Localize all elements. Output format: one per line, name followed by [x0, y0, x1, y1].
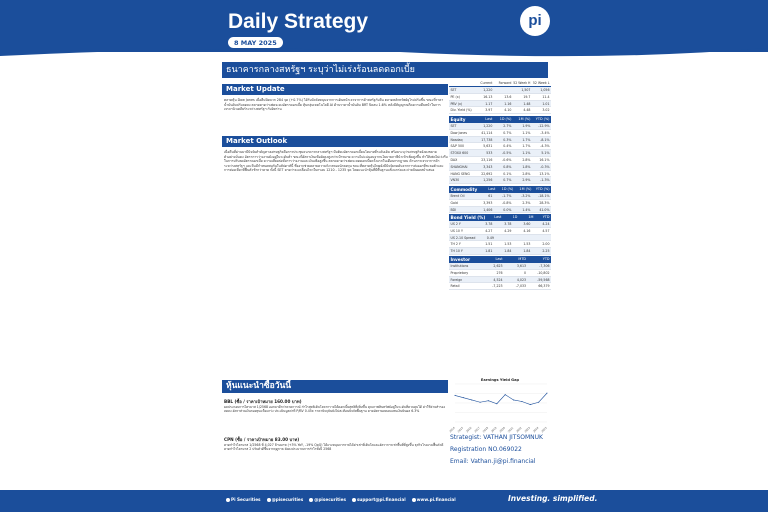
table-cell — [494, 87, 513, 93]
table-cell: 1.7% — [522, 137, 531, 142]
table-cell: 2.8% — [522, 171, 531, 176]
x-tick-label: 2025 — [540, 426, 548, 434]
table-cell: STOXX 600 — [450, 151, 469, 156]
data-point — [471, 399, 472, 400]
table-cell: 0.4% — [503, 144, 512, 149]
header-cell: 1M — [528, 215, 534, 219]
table-cell: -0.5% — [502, 151, 512, 156]
table-cell: 1.7% — [522, 144, 531, 149]
table-cell: US 2-10 Spread — [450, 235, 476, 240]
table-cell: 2.8% — [522, 157, 531, 162]
table-cell: 1.8% — [522, 164, 531, 169]
header-cell: 1D (%) — [501, 187, 514, 191]
table-cell: TH 2 Y — [450, 242, 461, 247]
footer-line[interactable]: @pisecurities — [309, 497, 346, 502]
x-tick-label: 2024 — [532, 426, 540, 434]
table-cell: -0.3% — [540, 164, 550, 169]
table-row — [449, 270, 551, 277]
table-row — [449, 94, 551, 101]
table-cell: S&P 500 — [450, 144, 465, 149]
x-tick-label: 2020 — [499, 426, 506, 434]
header-cell: Last — [494, 215, 502, 219]
table-row — [449, 107, 551, 114]
header-curve-decoration — [0, 0, 768, 60]
table-cell: 22,692 — [481, 171, 493, 176]
table-cell: 3.02 — [542, 108, 550, 113]
table-cell: Retail — [450, 284, 460, 289]
market-outlook-heading: Market Outlook — [222, 136, 448, 147]
header-cell: 1M (%) — [518, 117, 531, 121]
table-cell: Brent Oil — [450, 194, 465, 198]
table-cell: 2.3% — [522, 200, 531, 205]
x-tick-label: 2014 — [448, 426, 456, 434]
table-cell: 3.60 — [523, 222, 531, 226]
table-cell: 4.24 — [542, 222, 550, 226]
table-cell: 4,023 — [516, 277, 527, 282]
table-header — [449, 116, 551, 123]
header-cell: YTD (%) — [535, 187, 550, 191]
table-cell: 1,220 — [483, 88, 493, 92]
x-tick-label: 2022 — [515, 426, 523, 434]
strategist-email: Email: Vathan.ji@pi.financial — [450, 458, 536, 465]
table-cell: -1.7% — [502, 194, 512, 198]
table-cell: -7,033 — [515, 284, 527, 289]
table-cell: 1,220 — [483, 124, 493, 128]
table-cell: -18.1% — [538, 194, 550, 198]
table-cell: 533 — [486, 151, 493, 156]
table-cell: 4.16 — [523, 228, 531, 233]
table-header — [449, 186, 551, 193]
data-point — [496, 403, 497, 404]
header-cell: YTD — [542, 215, 550, 219]
data-point — [488, 400, 489, 401]
table-cell: 0.7% — [503, 130, 512, 135]
line-icon — [309, 498, 313, 502]
table-cell: 28.3% — [539, 200, 550, 205]
table-row — [449, 241, 551, 248]
header-cell: Commodity — [450, 187, 478, 192]
stock-pick-body: ผลประกอบการไตรมาส 1/2568 ออกมาดีกว่าคาดการณ์ กำไรสุทธิเติบโตจากรายได้ดอกเบี้ยสุทธิที่เพิ่มขึ้น คุณภาพสินทรัพย์อยู่ในระดับที่ควบคุมได้ ค่าใช้จ่ายสำรองลดลง อัตราส่วนเงินกองทุนแข็งแกร่ง ประเมินมูลค่าที่ P/BV 0.45x ราคาปัจจุบันยังไม่สะท้อนปัจจัยพื้นฐาน คาดอัตราผลตอบแทนเงินปันผล 6.3% — [224, 405, 446, 414]
table-cell: 0.1% — [503, 171, 512, 176]
header-cell: YTD — [542, 257, 550, 261]
table-cell: 4.57 — [542, 228, 550, 233]
footer-website[interactable]: www.pi.financial — [412, 497, 456, 502]
table-cell: -12.9% — [538, 124, 550, 128]
table-row — [449, 171, 551, 178]
table-cell: 23,116 — [481, 157, 493, 162]
table-row — [449, 283, 551, 290]
table-cell: 1,056 — [540, 88, 550, 92]
table-cell: 3.78 — [504, 222, 512, 226]
table-row — [449, 157, 551, 164]
table-cell: 4,524 — [493, 277, 503, 282]
header-cell: Forward — [498, 81, 512, 85]
table-cell: 1.53 — [523, 242, 531, 247]
table-cell: -0.6% — [502, 157, 512, 162]
table-cell — [532, 235, 551, 241]
header-cell: Investor — [450, 257, 471, 262]
table-cell: 4.10 — [504, 108, 512, 113]
table-row — [449, 263, 551, 270]
table-cell: -7,306 — [539, 264, 550, 268]
table-cell: SET — [450, 88, 457, 92]
table-cell: -1.3% — [540, 178, 550, 183]
data-point — [521, 401, 522, 402]
table-cell: 19.7 — [523, 94, 531, 99]
table-cell: 0.49 — [486, 235, 494, 240]
market-outlook-body: เมื่อคืนที่ผ่านมามีปัจจัยสำคัญทางเศรษฐกิจคือการประชุมธนาคารกลางสหรัฐฯ มีมติคงอัตราดอกเบี้ยนโยบายที่ระดับเดิม พร้อมระบุว่าเศรษฐกิจยังคงขยายตัวอย่างมั่นคง อัตราการว่างงานยังอยู่ในระดับต่ำ ขณะที่อัตราเงินเฟ้อยังคงสูงกว่าเป้าหมาย ความไม่แน่นอนจากนโยบายภาษีนำเข้าเพิ่มสูงขึ้น ทำให้เฟดไม่เร่งรีบในการปรับลดอัตราดอกเบี้ย ความเสี่ยงต่อทั้งการว่างงานและเงินเฟ้อสูงขึ้น ตลาดคาดว่าเฟดจะลดดอกเบี้ยครั้งแรกในเดือนกรกฎาคม ด้านการเจรจาการค้าระหว่างสหรัฐฯ และจีนมีกำหนดพบกันในสัปดาห์นี้ ซึ่งอาจช่วยคลายความกังวลของนักลงทุน ขณะที่ตลาดหุ้นไทยยังมีปัจจัยกดดันจากการส่งออกที่ชะลอตัวและการท่องเที่ยวที่ฟื้นตัวช้ากว่าคาด ทั้งนี้ SET คาดว่าจะเคลื่อนไหวในกรอบ 1210 - 1235 จุด โดยแนะนำหุ้นที่มีพื้นฐานแข็งแกร่งและจ่ายปันผลสม่ำเสมอ — [224, 150, 448, 173]
table-row — [449, 221, 551, 228]
data-point — [505, 394, 506, 395]
x-tick-label: 2016 — [465, 426, 473, 434]
strategist-registration: Registration NO.069022 — [450, 446, 522, 453]
table-header — [449, 256, 551, 263]
table-cell: 1.9% — [522, 124, 531, 128]
table-cell — [514, 235, 533, 241]
table-row — [449, 164, 551, 171]
pi-logo: pi — [520, 6, 550, 36]
table-cell: Div. Yield (%) — [450, 108, 472, 113]
table-cell: -3.2% — [521, 194, 531, 198]
table-cell: 1.84 — [504, 249, 512, 254]
table-cell: 0.7% — [503, 178, 512, 183]
table-cell: PE (x) — [450, 94, 460, 99]
table-cell: -8.1% — [540, 137, 550, 142]
table-cell: 66,379 — [538, 284, 550, 289]
table-row — [449, 277, 551, 284]
table-cell: 0.0% — [503, 207, 512, 212]
table-cell: 276 — [496, 270, 503, 275]
table-header — [449, 80, 551, 87]
table-cell: 2.7% — [503, 124, 512, 128]
table-cell: SHANGHAI — [450, 164, 468, 169]
x-tick-label: 2017 — [474, 426, 481, 434]
table-cell: BDI — [450, 207, 457, 212]
equity-table — [449, 116, 551, 184]
footer-facebook[interactable]: @pisecurities — [267, 497, 304, 502]
table-cell: 2.25 — [542, 249, 550, 254]
table-cell: 0.8% — [503, 164, 512, 169]
table-row — [449, 228, 551, 235]
table-row — [449, 101, 551, 108]
table-row — [449, 123, 551, 130]
table-cell: 3,343 — [483, 164, 493, 169]
x-tick-label: 2018 — [482, 426, 490, 434]
stock-pick-name: CPN (ซื้อ / ราคาเป้าหมาย 83.00 บาท) — [224, 437, 300, 442]
table-cell: -3.4% — [540, 130, 550, 135]
table-cell: Foreign — [450, 277, 463, 282]
table-cell: 1.48 — [523, 101, 531, 106]
market-update-heading: Market Update — [222, 84, 448, 95]
header-cell: MTD — [518, 257, 527, 261]
table-cell: 4.48 — [523, 108, 531, 113]
series-line — [455, 393, 547, 404]
commodity-table — [449, 186, 551, 213]
table-cell: 11.4 — [542, 94, 550, 99]
table-cell: TH 10 Y — [450, 249, 463, 254]
page-title: Daily Strategy — [228, 10, 369, 33]
market-update-body: ตลาดหุ้น Dow Jones เมื่อคืนปิดบวก 284 จุด (+0.7%) ได้รับปัจจัยหนุนจากการเดินหน้าเจรจาการค้าสหรัฐกับจีน ตลาดหลักทรัพย์ยุโรปปรับขึ้น ขณะที่ราคาน้ำมันดิบปรับลดลง ตลาดคาดว่าเฟดจะคงอัตราดอกเบี้ย หุ้นกลุ่มเทคโนโลยี AI ด้านราคาน้ำมันดิบ BRT ปิดลบ 1.6% หลังมีสัญญาณกีดความคืบหน้าในการเจรจานิวเคลียร์ระหว่างสหรัฐฯ กับอิหร่าน — [224, 98, 444, 112]
table-row — [449, 235, 551, 242]
table-cell: 5,631 — [483, 144, 493, 149]
table-cell: 17,738 — [481, 137, 493, 142]
data-point — [455, 395, 456, 396]
earnings-yield-gap-chart — [449, 376, 551, 432]
table-cell: VN30 — [450, 178, 460, 183]
table-row — [449, 207, 551, 214]
pi-icon — [226, 498, 230, 502]
table-cell: 61 — [488, 194, 493, 198]
chart-title: Earnings Yield Gap — [480, 378, 520, 382]
table-cell: 4.27 — [485, 228, 493, 233]
table-cell: 1.4% — [522, 207, 531, 212]
table-row — [449, 87, 551, 94]
header-cell: 52 Week L — [532, 81, 550, 85]
x-tick-label: 2015 — [457, 426, 465, 434]
table-cell: US 2 Y — [450, 222, 461, 226]
table-cell: Institutions — [450, 264, 469, 268]
header-cell: 1D — [512, 215, 518, 219]
header-cell: Current — [480, 81, 493, 85]
table-cell: -59,568 — [537, 277, 550, 282]
table-cell: -0.8% — [502, 200, 512, 205]
facebook-icon — [267, 498, 271, 502]
table-cell: 41.0% — [539, 207, 550, 212]
table-cell: -7,223 — [492, 284, 503, 289]
valuation-table — [449, 80, 551, 114]
table-row — [449, 177, 551, 184]
table-cell: -4.3% — [540, 144, 550, 149]
table-cell: US 10 Y — [450, 228, 463, 233]
data-point — [513, 399, 514, 400]
table-cell: 3.97 — [485, 108, 493, 113]
table-row — [449, 193, 551, 200]
data-point — [538, 402, 539, 403]
table-cell: 2.9% — [522, 178, 531, 183]
table-cell: 0 — [524, 270, 527, 275]
table-cell: 5.1% — [541, 151, 550, 156]
table-cell: 1,507 — [521, 88, 531, 92]
table-cell: 2,623 — [493, 264, 503, 268]
stock-pick-body: คาดกำไรไตรมาส 1/2568 ที่ 4,027 ล้านบาท (+3% YoY, -19% QoQ) ได้แรงหนุนจากรายได้ค่าเช่าที่เติบโตและอัตราการเช่าพื้นที่ที่สูงขึ้น ธุรกิจโรงแรมฟื้นตัวดี คาดกำไรไตรมาส 2 ปรับตัวดีขึ้นจากฤดูกาล ยังคงประมาณการกำไรทั้งปี 2568 — [224, 443, 444, 452]
table-cell: 1,256 — [483, 178, 493, 183]
table-cell: 2.00 — [542, 242, 550, 247]
table-row — [449, 200, 551, 207]
data-point — [480, 402, 481, 403]
table-cell: HANG SENG — [450, 171, 470, 176]
header-cell: 52 Week H — [513, 81, 531, 85]
data-point — [463, 397, 464, 398]
table-cell: 1.51 — [485, 242, 493, 247]
table-cell: 16.1% — [539, 157, 550, 162]
x-tick-label: 2023 — [524, 426, 531, 434]
header-cell: YTD (%) — [535, 117, 550, 121]
table-row — [449, 143, 551, 150]
table-row — [449, 130, 551, 137]
x-tick-label: 2021 — [507, 426, 515, 434]
stock-pick-heading: หุ้นแนะนำซื้อวันนี้ — [222, 380, 448, 393]
table-cell: 3,613 — [516, 264, 527, 268]
report-date: 8 MAY 2025 — [228, 37, 283, 48]
table-cell: 1.01 — [542, 101, 550, 106]
header-cell: Equity — [450, 117, 466, 122]
table-cell: 1.84 — [523, 249, 531, 254]
table-cell: -10,802 — [537, 270, 550, 275]
header-cell: 1M (%) — [519, 187, 532, 191]
table-cell: 41,114 — [481, 130, 493, 135]
table-cell: Proprietary — [450, 270, 469, 275]
table-cell: SET — [450, 124, 457, 128]
header-cell: Last — [485, 117, 493, 121]
data-point — [547, 393, 548, 394]
globe-icon — [412, 498, 416, 502]
investor-table — [449, 256, 551, 290]
header-cell — [449, 80, 475, 86]
table-cell: 3.78 — [485, 222, 493, 226]
table-cell: Gold — [450, 200, 458, 205]
x-tick-label: 2019 — [490, 426, 498, 434]
headline-bar: ธนาคารกลางสหรัฐฯ ระบุว่าไม่เร่งร้อนลดดอกเบี้ย — [222, 62, 548, 78]
table-cell: 1.53 — [504, 242, 512, 247]
table-row — [449, 137, 551, 144]
footer-links — [226, 497, 456, 502]
table-row — [449, 150, 551, 157]
table-cell: Nasdaq — [450, 137, 463, 142]
table-cell: PBV (x) — [450, 101, 463, 106]
table-cell: 13.1% — [539, 171, 550, 176]
table-cell: 1.1% — [522, 130, 531, 135]
table-header — [449, 214, 551, 221]
strategist-name: Strategist: VATHAN JITSOMNUK — [450, 434, 543, 441]
header-cell: Last — [495, 257, 503, 261]
stock-pick-name: BBL (ซื้อ / ราคาเป้าหมาย 160.00 บาท) — [224, 399, 302, 404]
table-cell: 1.16 — [504, 101, 512, 106]
table-row — [449, 248, 551, 255]
table-cell: 1.81 — [485, 249, 493, 254]
header-cell: Last — [488, 187, 496, 191]
table-cell: 1,406 — [483, 207, 493, 212]
footer-slogan: Investing. simplified. — [508, 494, 598, 503]
header-cell: Bond Yield (%) — [450, 215, 486, 220]
table-cell: 3,393 — [483, 200, 493, 205]
table-cell: 0.3% — [503, 137, 512, 142]
table-cell: 1.1% — [522, 151, 531, 156]
header-cell: 1D (%) — [499, 117, 512, 121]
table-cell: 1.17 — [485, 101, 493, 106]
table-cell: DAX — [450, 157, 458, 162]
bond-yield-table — [449, 214, 551, 255]
data-point — [530, 404, 531, 405]
table-cell: 16.13 — [483, 94, 493, 99]
table-cell — [495, 235, 514, 241]
table-cell: 4.29 — [504, 228, 512, 233]
table-cell: Dow Jones — [450, 130, 468, 135]
mail-icon — [352, 498, 356, 502]
table-cell: 13.6 — [504, 94, 512, 99]
footer-securities[interactable]: Pi Securities — [226, 497, 261, 502]
footer-email[interactable]: support@pi.financial — [352, 497, 406, 502]
